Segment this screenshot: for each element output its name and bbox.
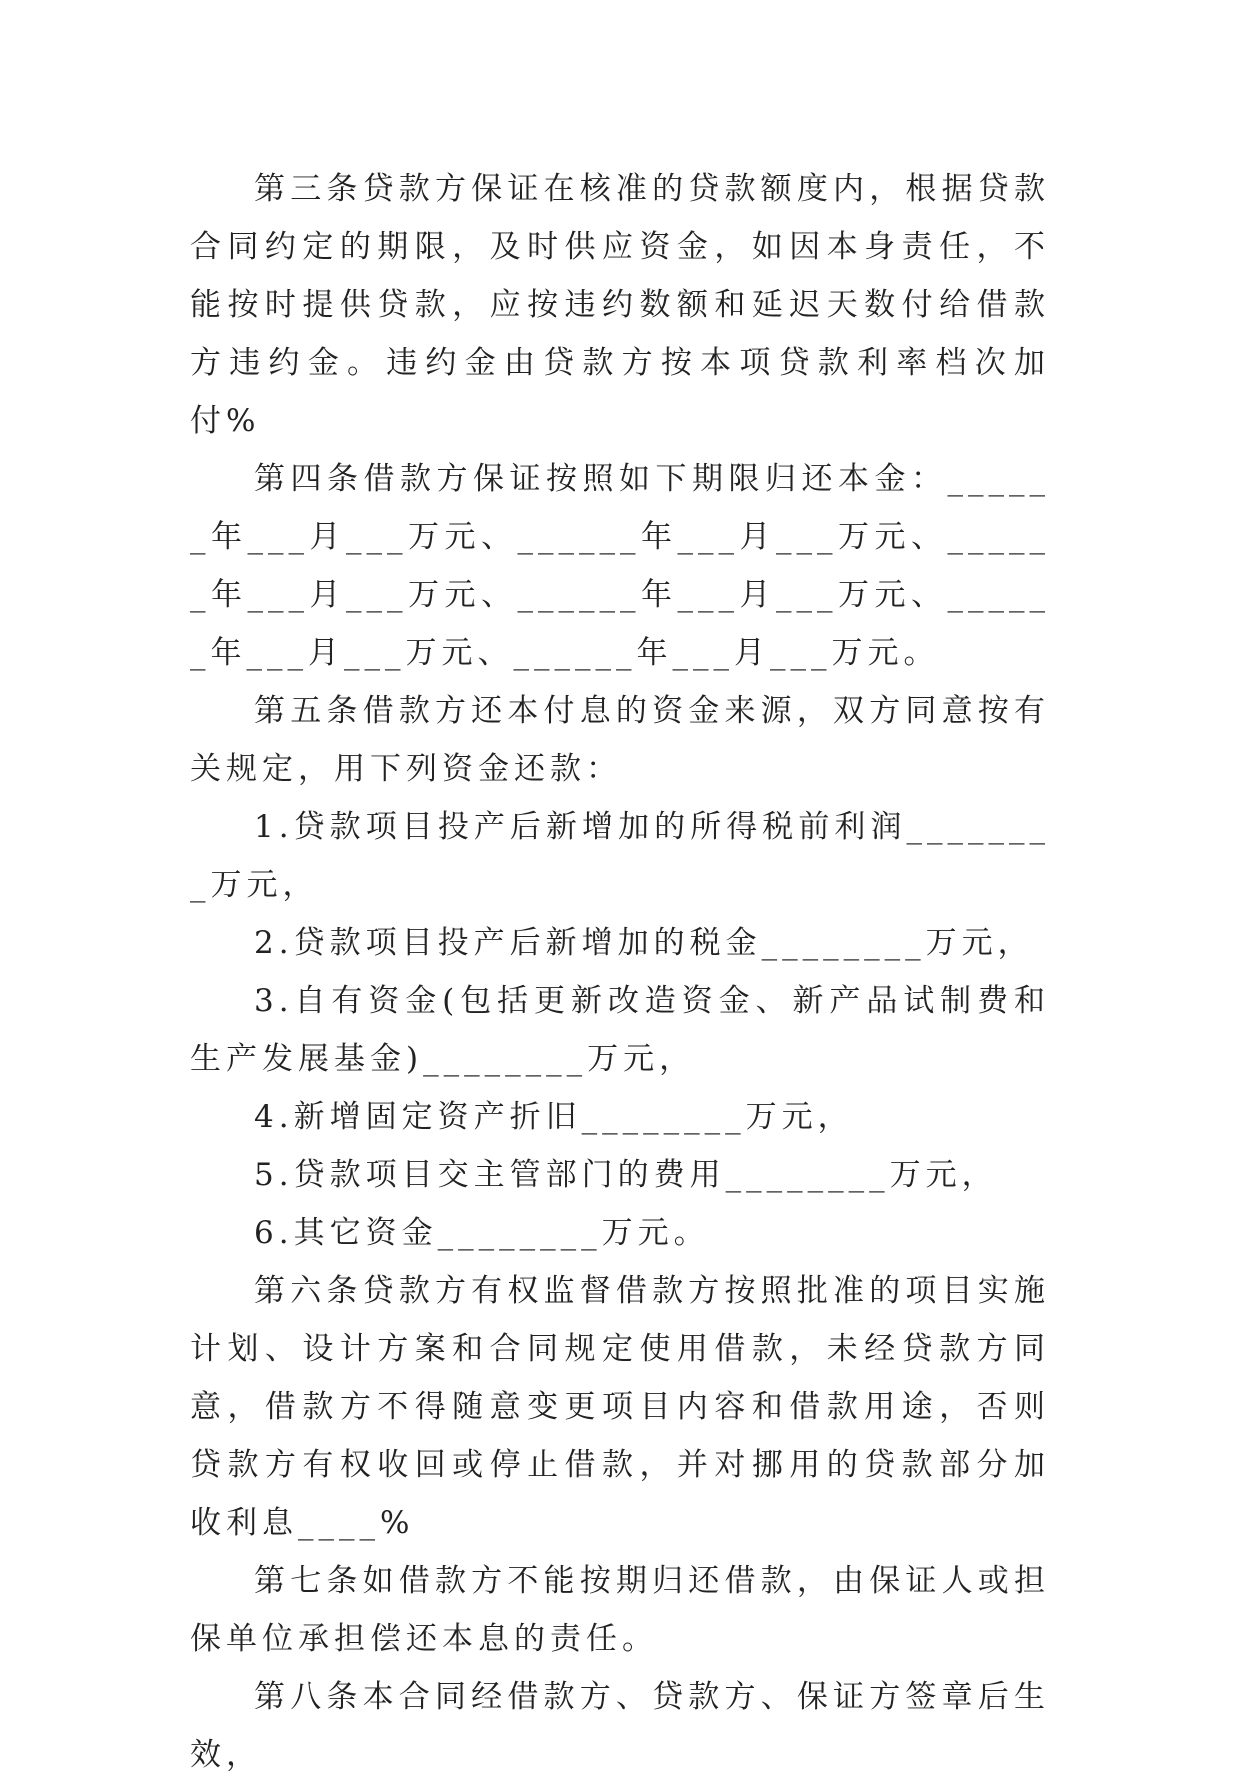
article-4-paragraph: 第四条借款方保证按照如下期限归还本金：______年___月___万元、______年___月___万元、______年___月___万元、______年___月___万元、______年___月___万元、______年___月___万元。 <box>190 461 1050 671</box>
funding-item-1: 1.贷款项目投产后新增加的所得税前利润________万元， <box>190 809 1050 903</box>
article-6-paragraph: 第六条贷款方有权监督借款方按照批准的项目实施计划、设计方案和合同规定使用借款，未经贷款方同意，借款方不得随意变更项目内容和借款用途，否则贷款方有权收回或停止借款，并对挪用的贷款部分加收利息____% <box>190 1273 1050 1541</box>
article-3-paragraph: 第三条贷款方保证在核准的贷款额度内，根据贷款合同约定的期限，及时供应资金，如因本身责任，不能按时提供贷款，应按违约数额和延迟天数付给借款方违约金。违约金由贷款方按本项贷款利率档次加付% <box>190 171 1050 439</box>
article-7-paragraph: 第七条如借款方不能按期归还借款，由保证人或担保单位承担偿还本息的责任。 <box>190 1563 1050 1657</box>
funding-item-4: 4.新增固定资产折旧________万元， <box>254 1099 854 1135</box>
article-5-paragraph: 第五条借款方还本付息的资金来源，双方同意按有关规定，用下列资金还款： <box>190 693 1050 787</box>
funding-item-5: 5.贷款项目交主管部门的费用________万元， <box>254 1157 998 1193</box>
document-page <box>190 160 1050 1784</box>
funding-item-2: 2.贷款项目投产后新增加的税金________万元， <box>254 925 1034 961</box>
funding-item-3: 3.自有资金(包括更新改造资金、新产品试制费和生产发展基金)________万元， <box>190 983 1050 1077</box>
funding-item-6: 6.其它资金________万元。 <box>254 1215 710 1251</box>
article-8-paragraph: 第八条本合同经借款方、贷款方、保证方签章后生效， <box>190 1679 1050 1773</box>
